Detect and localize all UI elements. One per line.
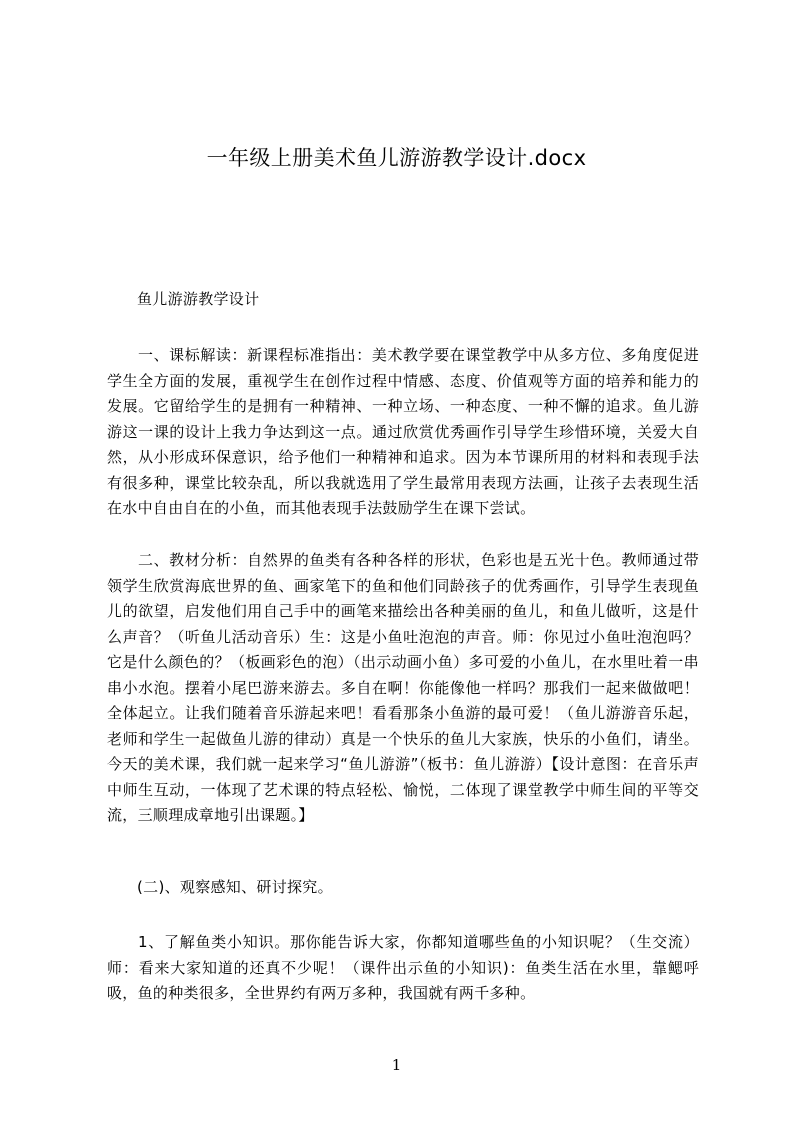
document-title: 一年级上册美术鱼儿游游教学设计.docx xyxy=(206,146,587,170)
lesson-subtitle: 鱼儿游游教学设计 xyxy=(137,290,260,308)
paragraph-fish-knowledge: 1、了解鱼类小知识。那你能告诉大家，你都知道哪些鱼的小知识呢？（生交流）师：看来大家知道的还真不少呢！（课件出示鱼的小知识)：鱼类生活在水里，靠鳃呼吸，鱼的种类很多，全世界约有两万多种，我国就有两千多种。 xyxy=(107,933,699,1002)
paragraph-textbook-analysis: 二、教材分析：自然界的鱼类有各种各样的形状，色彩也是五光十色。教师通过带领学生欣赏海底世界的鱼、画家笔下的鱼和他们同龄孩子的优秀画作，引导学生表现鱼儿的欲望，启发他们用自己手中的画笔来描绘出各种美丽的鱼儿，和鱼儿做听，这是什么声音？（听鱼儿活动音乐）生：这是小鱼吐泡泡的声音。师：你见过小鱼吐泡泡吗？它是什么颜色的？（板画彩色的泡）（出示动画小鱼）多可爱的小鱼儿，在水里吐着一串串小水泡。摆着小尾巴游来游去。多自在啊！你能像他一样吗？那我们一起来做做吧！全体起立。让我们随着音乐游起来吧！看看那条小鱼游的最可爱！（鱼儿游游音乐起，老师和学生一起做鱼儿游的律动）真是一个快乐的鱼儿大家族，快乐的小鱼们，请坐。今天的美术课，我们就一起来学习“鱼儿游游”（板书：鱼儿游游）【设计意图：在音乐声中师生互动，一体现了艺术课的特点轻松、愉悦，二体现了课堂教学中师生间的平等交流，三顺理成章地引出课题。】 xyxy=(107,551,699,824)
page-number: 1 xyxy=(391,1056,402,1074)
section-heading-observation: (二)、观察感知、研讨探究。 xyxy=(137,878,333,896)
paragraph-curriculum-reading: 一、课标解读：新课程标准指出：美术教学要在课堂教学中从多方位、多角度促进学生全方面的发展，重视学生在创作过程中情感、态度、价值观等方面的培养和能力的发展。它留给学生的是拥有一种精神、一种立场、一种态度、一种不懈的追求。鱼儿游游这一课的设计上我力争达到这一点。通过欣赏优秀画作引导学生珍惜环境，关爱大自然，从小形成环保意识，给予他们一种精神和追求。因为本节课所用的材料和表现手法有很多种，课堂比较杂乱，所以我就选用了学生最常用表现方法画，让孩子去表现生活在水中自由自在的小鱼，而其他表现手法鼓励学生在课下尝试。 xyxy=(107,346,699,517)
